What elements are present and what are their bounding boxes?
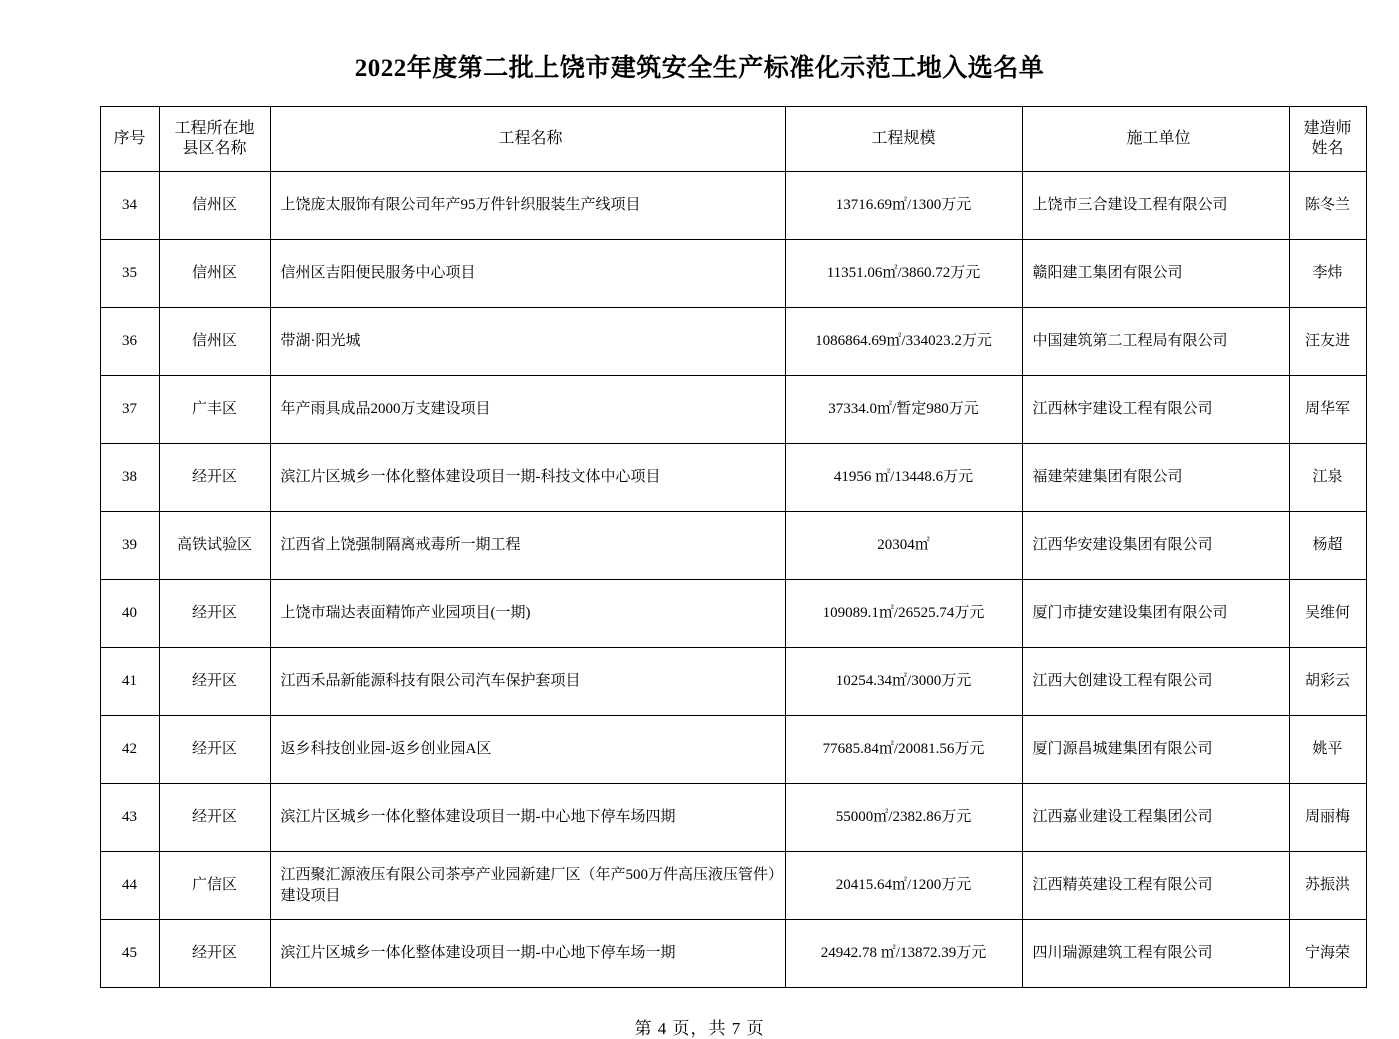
cell-district: 经开区	[159, 648, 270, 716]
cell-builder: 陈冬兰	[1289, 172, 1366, 240]
column-header-district	[159, 107, 270, 172]
cell-scale: 55000㎡/2382.86万元	[785, 784, 1022, 852]
column-header-project: 工程名称	[270, 107, 785, 172]
cell-scale: 77685.84㎡/20081.56万元	[785, 716, 1022, 784]
column-header-seq: 序号	[100, 107, 159, 172]
cell-seq: 44	[100, 852, 159, 920]
cell-company: 中国建筑第二工程局有限公司	[1022, 308, 1289, 376]
cell-company: 四川瑞源建筑工程有限公司	[1022, 920, 1289, 988]
table-row	[100, 240, 1366, 308]
cell-district: 广丰区	[159, 376, 270, 444]
cell-builder: 汪友进	[1289, 308, 1366, 376]
cell-company: 江西大创建设工程有限公司	[1022, 648, 1289, 716]
cell-project: 上饶庞太服饰有限公司年产95万件针织服装生产线项目	[270, 172, 785, 240]
cell-scale: 109089.1㎡/26525.74万元	[785, 580, 1022, 648]
cell-builder: 江泉	[1289, 444, 1366, 512]
cell-scale: 1086864.69㎡/334023.2万元	[785, 308, 1022, 376]
cell-seq: 34	[100, 172, 159, 240]
cell-district: 经开区	[159, 444, 270, 512]
cell-scale: 10254.34㎡/3000万元	[785, 648, 1022, 716]
column-header-builder-line2: 姓名	[1311, 140, 1344, 157]
cell-company: 江西精英建设工程有限公司	[1022, 852, 1289, 920]
cell-district: 信州区	[159, 172, 270, 240]
table-row	[100, 784, 1366, 852]
cell-project: 信州区吉阳便民服务中心项目	[270, 240, 785, 308]
page-title: 2022年度第二批上饶市建筑安全生产标准化示范工地入选名单	[354, 55, 1045, 82]
page-footer: 第 4 页，共 7 页	[634, 1019, 765, 1038]
cell-project: 江西聚汇源液压有限公司茶亭产业园新建厂区（年产500万件高压液压管件）建设项目	[270, 852, 785, 920]
table-row	[100, 716, 1366, 784]
cell-company: 赣阳建工集团有限公司	[1022, 240, 1289, 308]
table-row	[100, 376, 1366, 444]
table-row	[100, 512, 1366, 580]
cell-builder: 周丽梅	[1289, 784, 1366, 852]
cell-seq: 36	[100, 308, 159, 376]
column-header-district-line1: 工程所在地	[174, 120, 255, 137]
cell-seq: 43	[100, 784, 159, 852]
cell-company: 江西华安建设集团有限公司	[1022, 512, 1289, 580]
cell-builder: 周华军	[1289, 376, 1366, 444]
cell-district: 经开区	[159, 784, 270, 852]
cell-scale: 37334.0㎡/暂定980万元	[785, 376, 1022, 444]
cell-project: 滨江片区城乡一体化整体建设项目一期-科技文体中心项目	[270, 444, 785, 512]
cell-scale: 24942.78 ㎡/13872.39万元	[785, 920, 1022, 988]
cell-project: 江西省上饶强制隔离戒毒所一期工程	[270, 512, 785, 580]
cell-builder: 宁海荣	[1289, 920, 1366, 988]
table-header	[100, 107, 1366, 172]
cell-company: 江西嘉业建设工程集团公司	[1022, 784, 1289, 852]
cell-district: 广信区	[159, 852, 270, 920]
table-row	[100, 920, 1366, 988]
cell-project: 滨江片区城乡一体化整体建设项目一期-中心地下停车场四期	[270, 784, 785, 852]
column-header-company: 施工单位	[1022, 107, 1289, 172]
cell-scale: 20415.64㎡/1200万元	[785, 852, 1022, 920]
cell-project: 带湖·阳光城	[270, 308, 785, 376]
table-row	[100, 648, 1366, 716]
column-header-builder-line1: 建造师	[1303, 120, 1352, 137]
cell-company: 厦门市捷安建设集团有限公司	[1022, 580, 1289, 648]
cell-seq: 35	[100, 240, 159, 308]
table-row	[100, 580, 1366, 648]
cell-builder: 姚平	[1289, 716, 1366, 784]
cell-company: 上饶市三合建设工程有限公司	[1022, 172, 1289, 240]
cell-company: 厦门源昌城建集团有限公司	[1022, 716, 1289, 784]
cell-scale: 11351.06㎡/3860.72万元	[785, 240, 1022, 308]
cell-seq: 41	[100, 648, 159, 716]
table-row	[100, 852, 1366, 920]
cell-scale: 41956 ㎡/13448.6万元	[785, 444, 1022, 512]
column-header-builder	[1289, 107, 1366, 172]
document-page	[0, 48, 1399, 1038]
cell-seq: 37	[100, 376, 159, 444]
table-header-row	[100, 107, 1366, 172]
cell-scale: 20304㎡	[785, 512, 1022, 580]
table-body	[100, 172, 1366, 988]
cell-project: 返乡科技创业园-返乡创业园A区	[270, 716, 785, 784]
cell-district: 经开区	[159, 580, 270, 648]
cell-district: 经开区	[159, 920, 270, 988]
cell-project: 上饶市瑞达表面精饰产业园项目(一期)	[270, 580, 785, 648]
cell-builder: 杨超	[1289, 512, 1366, 580]
cell-seq: 42	[100, 716, 159, 784]
cell-builder: 李炜	[1289, 240, 1366, 308]
cell-project: 滨江片区城乡一体化整体建设项目一期-中心地下停车场一期	[270, 920, 785, 988]
cell-district: 高铁试验区	[159, 512, 270, 580]
table-row	[100, 172, 1366, 240]
table-row	[100, 308, 1366, 376]
cell-district: 信州区	[159, 240, 270, 308]
cell-company: 福建荣建集团有限公司	[1022, 444, 1289, 512]
cell-district: 信州区	[159, 308, 270, 376]
cell-seq: 38	[100, 444, 159, 512]
cell-seq: 40	[100, 580, 159, 648]
cell-project: 江西禾品新能源科技有限公司汽车保护套项目	[270, 648, 785, 716]
cell-company: 江西林宇建设工程有限公司	[1022, 376, 1289, 444]
cell-district: 经开区	[159, 716, 270, 784]
column-header-district-line2: 县区名称	[182, 140, 247, 157]
table-container	[100, 106, 1352, 988]
cell-seq: 45	[100, 920, 159, 988]
cell-builder: 苏振洪	[1289, 852, 1366, 920]
cell-builder: 胡彩云	[1289, 648, 1366, 716]
selected-sites-table	[100, 106, 1367, 988]
column-header-scale: 工程规模	[785, 107, 1022, 172]
table-row	[100, 444, 1366, 512]
cell-scale: 13716.69㎡/1300万元	[785, 172, 1022, 240]
cell-project: 年产雨具成品2000万支建设项目	[270, 376, 785, 444]
cell-builder: 吴维何	[1289, 580, 1366, 648]
cell-seq: 39	[100, 512, 159, 580]
